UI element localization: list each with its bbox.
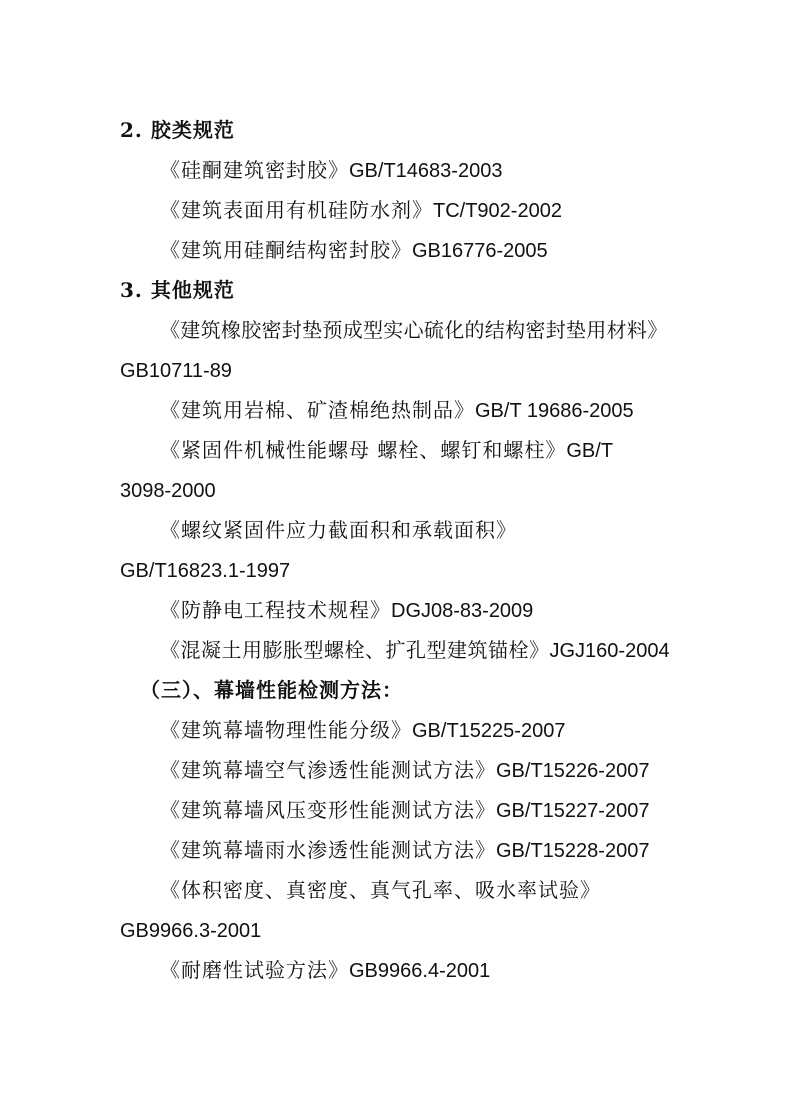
standard-code: GB9966.3-2001 (120, 920, 262, 942)
standard-entry (160, 198, 562, 223)
standard-entry (160, 238, 548, 263)
standard-entry (160, 638, 670, 663)
standard-code: GB/T15226-2007 (496, 760, 650, 782)
standard-code: GB/T 19686-2005 (475, 400, 634, 422)
standard-entry-continuation (120, 358, 232, 383)
standard-entry (160, 958, 490, 983)
standard-code: GB/T (566, 440, 614, 462)
standard-name: 《螺纹紧固件应力截面积和承载面积》 (160, 518, 517, 542)
standard-name: 《混凝土用膨胀型螺栓、扩孔型建筑锚栓》 (160, 638, 550, 662)
standard-name: 《体积密度、真密度、真气孔率、吸水率试验》 (160, 878, 601, 902)
standard-entry (160, 398, 634, 423)
section-title: （三）、幕墙性能检测方法： (140, 678, 403, 702)
standard-entry (160, 598, 533, 623)
standard-entry (160, 438, 613, 463)
standard-entry (160, 718, 565, 743)
standard-entry-continuation (120, 918, 261, 943)
standard-name: 《建筑用岩棉、矿渣棉绝热制品》 (160, 398, 475, 422)
standard-entry (160, 758, 649, 783)
standard-name: 《建筑幕墙雨水渗透性能测试方法》 (160, 838, 496, 862)
standard-code: GB/T16823.1-1997 (120, 560, 291, 582)
standard-name: 《硅酮建筑密封胶》 (160, 158, 349, 182)
standard-name: 《建筑幕墙物理性能分级》 (160, 718, 412, 742)
standard-name: 《建筑幕墙空气渗透性能测试方法》 (160, 758, 496, 782)
standard-name: 《建筑表面用有机硅防水剂》 (160, 198, 433, 222)
section-number: 3. (120, 278, 143, 302)
section-title: 其他规范 (150, 278, 235, 302)
standard-entry-continuation (120, 558, 290, 583)
standard-name: 《紧固件机械性能螺母 螺栓、螺钉和螺柱》 (160, 438, 567, 462)
standard-name: 《防静电工程技术规程》 (160, 598, 391, 622)
standard-name: 《耐磨性试验方法》 (160, 958, 349, 982)
standard-entry (160, 518, 517, 542)
standard-name: 《建筑用硅酮结构密封胶》 (160, 238, 412, 262)
standard-entry (160, 878, 601, 902)
standard-code: GB/T15228-2007 (496, 840, 650, 862)
section-heading-curtain-wall (140, 678, 403, 702)
standard-code: 3098-2000 (120, 480, 216, 502)
standard-code: TC/T902-2002 (433, 200, 562, 222)
standard-name: 《建筑橡胶密封垫预成型实心硫化的结构密封垫用材料》 (160, 318, 668, 342)
section-number: 2. (120, 118, 143, 142)
standard-code: GB16776-2005 (412, 240, 548, 262)
standard-code: GB/T14683-2003 (349, 160, 503, 182)
standard-code: GB/T15225-2007 (412, 720, 566, 742)
standard-entry (160, 838, 649, 863)
standard-code: DGJ08-83-2009 (391, 600, 534, 622)
standard-code: GB/T15227-2007 (496, 800, 650, 822)
section-heading-glue (120, 118, 235, 142)
standard-entry (160, 318, 668, 342)
standard-name: 《建筑幕墙风压变形性能测试方法》 (160, 798, 496, 822)
standard-code: JGJ160-2004 (549, 640, 670, 662)
standard-entry (160, 158, 502, 183)
standard-code: GB9966.4-2001 (349, 960, 491, 982)
standard-entry (160, 798, 649, 823)
section-heading-other (120, 278, 235, 302)
standard-code: GB10711-89 (120, 360, 232, 382)
standard-entry-continuation (120, 478, 216, 503)
section-title: 胶类规范 (150, 118, 235, 142)
